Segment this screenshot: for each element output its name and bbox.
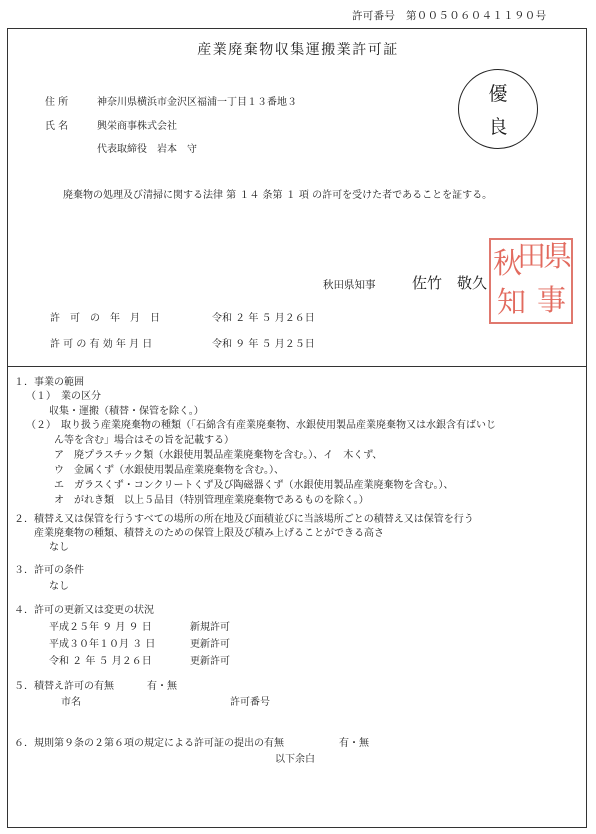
seal-char: 秋 [493, 246, 523, 280]
section-1-1-body: 収集・運搬（積替・保管を除く。） [49, 406, 204, 417]
governor-seal [489, 238, 573, 324]
seal-char: 知 [497, 285, 527, 319]
company-name: 興栄商事株式会社 [97, 121, 177, 132]
section-1-1: （１） 業の区分 [26, 391, 101, 402]
waste-type-item: ア 廃プラスチック類（水銀使用製品産業廃棄物を含む。）、イ 木くず、 [54, 450, 383, 461]
renewal-date: 平成２５年 ９ 月 ９ 日 [49, 622, 152, 633]
renewal-status: 新規許可 [190, 622, 230, 633]
section-3-body: なし [49, 581, 69, 592]
representative: 代表取締役 岩本 守 [97, 144, 197, 155]
issuer-title: 秋田県知事 [323, 279, 376, 291]
seal-char: 田 [517, 239, 547, 273]
renewal-date: 平成３０年１０月 ３ 日 [49, 639, 156, 650]
city-name-label: 市名 [61, 697, 81, 708]
waste-type-item: オ がれき類 以上５品目（特別管理産業廃棄物であるものを除く。） [54, 495, 369, 506]
seal-char: 県 [543, 239, 573, 273]
issuer-signature: 佐竹 敬久 [412, 274, 488, 292]
address-value: 神奈川県横浜市金沢区福浦一丁目１３番地３ [97, 97, 297, 108]
section-1-2: （２） 取り扱う産業廃棄物の種類（「石綿含有産業廃棄物、水銀使用製品産業廃棄物又は水銀含有ばいじ [26, 420, 496, 431]
seal-char: 事 [537, 283, 567, 317]
waste-type-item: ウ 金属くず（水銀使用製品産業廃棄物を含む。）、 [54, 465, 284, 476]
section-6-title: ６．規則第９条の２第６項の規定による許可証の提出の有無 [14, 738, 284, 749]
section-3-title: ３．許可の条件 [14, 565, 84, 576]
address-label: 住 所 [45, 97, 69, 108]
badge-char-1: 優 [488, 83, 508, 105]
section-2-body: なし [49, 542, 69, 553]
section-2-cont: 産業廃棄物の種類、積替えのための保管上限及び積み上げることができる高さ [34, 528, 384, 539]
renewal-status: 更新許可 [190, 639, 230, 650]
expiry-date: 令和 ９ 年 ５ 月２５日 [212, 339, 315, 350]
section-1-2-cont: ん等を含む」場合はその旨を記載する） [54, 435, 234, 446]
section-2-title: ２．積替え又は保管を行うすべての場所の所在地及び面積並びに当該場所ごとの積替え又は保管を行う [14, 514, 474, 525]
section-4-title: ４．許可の更新又は変更の状況 [14, 605, 154, 616]
renewal-date: 令和 ２ 年 ５ 月２６日 [49, 656, 152, 667]
section-1-title: １．事業の範囲 [14, 377, 84, 388]
section-5-value: 有・無 [147, 681, 177, 692]
renewal-status: 更新許可 [190, 656, 230, 667]
permit-date-label: 許 可 の 年 月 日 [50, 313, 160, 324]
section-divider [7, 366, 587, 367]
name-label: 氏 名 [45, 121, 69, 132]
certification-statement: 廃棄物の処理及び清掃に関する法律 第 １４ 条第 １ 項 の許可を受けた者であることを証する。 [63, 190, 493, 201]
closing-note: 以下余白 [275, 754, 315, 765]
waste-type-item: エ ガラスくず・コンクリートくず及び陶磁器くず（水銀使用製品産業廃棄物を含む。）、 [54, 480, 454, 491]
section-6-value: 有・無 [339, 738, 369, 749]
certificate-title: 産業廃棄物収集運搬業許可証 [197, 42, 399, 58]
expiry-date-label: 許 可 の 有 効 年 月 日 [50, 339, 153, 350]
permit-date: 令和 ２ 年 ５ 月２６日 [212, 313, 315, 324]
permit-number: 許可番号 第００５０６０４１１９０号 [352, 10, 547, 22]
section-5-title: ５．積替え許可の有無 [14, 681, 114, 692]
badge-char-2: 良 [488, 116, 508, 138]
excellent-badge [458, 69, 538, 149]
permit-number-label: 許可番号 [230, 697, 270, 708]
